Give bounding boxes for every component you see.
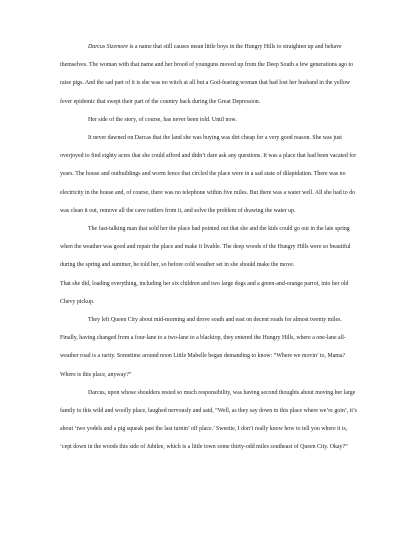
paragraph-6: They left Queen City about mid-morning and drove south and east on decent roads for almost twenty miles. Finally, having changed from a four-lane to a two-lane to a blacktop, they entered the Hungry Hills, where a one-lane all-weather road is a rarity. Sometime around noon Little Mabelle began demanding to know: “Where we movin’ to, Mama? Where is this place, anyway?” [60,317,346,378]
paragraph-1-text: is a name that still causes mean little boys in the Hungry Hills to straighten up and behave themselves. The woman with that name and her brood of younguns moved up from the Deep South a few generations ago to raise pigs. And the sad part of it is she was no witch at all but a God-fearing woman that had lost her husband in the yellow fever epidemic that swept their part of the country back during the Great Depression. [60,44,354,105]
document-body [60,38,360,457]
paragraph-7: Darcus, upon whose shoulders rested so much responsibility, was having second thoughts about moving her large family to this wild and woolly place, laughed nervously and said, “Well, as they say down in this place where we’re goin’, it’s about ‘two yodels and a pig squeak past the last turnin’ off place.’ Sweetie, I don’t really know how to tell you where it is, ‘cept down in the woods this side of Jubilee, which is a little town some thirty-odd miles southeast of Queen City. Okay?” [60,389,357,451]
paragraph-1 [60,38,360,111]
paragraph-4: The fast-talking man that sold her the place had pointed out that she and the kids could go out in the late spring when the weather was good and repair the place and make it livable. The deep woods of the Hungry Hills were so beautiful during the spring and summer, he told her, so before cold weather set in she should make the move. [60,226,351,269]
paragraph-3: It never dawned on Darcas that the land she was buying was dirt cheap for a very good reason. She was just overjoyed to find eighty acres that she could afford and didn’t dare ask any questions. It was a place that had been vacated for years. The house and outbuildings and worm fence that circled the place were in a sad state of dilapidation. There was no electricity in the house and, of course, there was no telephone within five miles. But there was a water well. All she had to do was clean it out, remove all the cave rattlers from it, and solve the problem of drawing the water up. [60,135,357,214]
paragraph-5: That she did, loading everything, including her six children and two large dogs and a green-and-orange parrot, into her old Chevy pickup. [60,280,349,305]
paragraph-2: Her side of the story, of course, has never been told. Until now. [88,116,237,123]
story-title-name: Darcus Sizemore [88,44,128,50]
